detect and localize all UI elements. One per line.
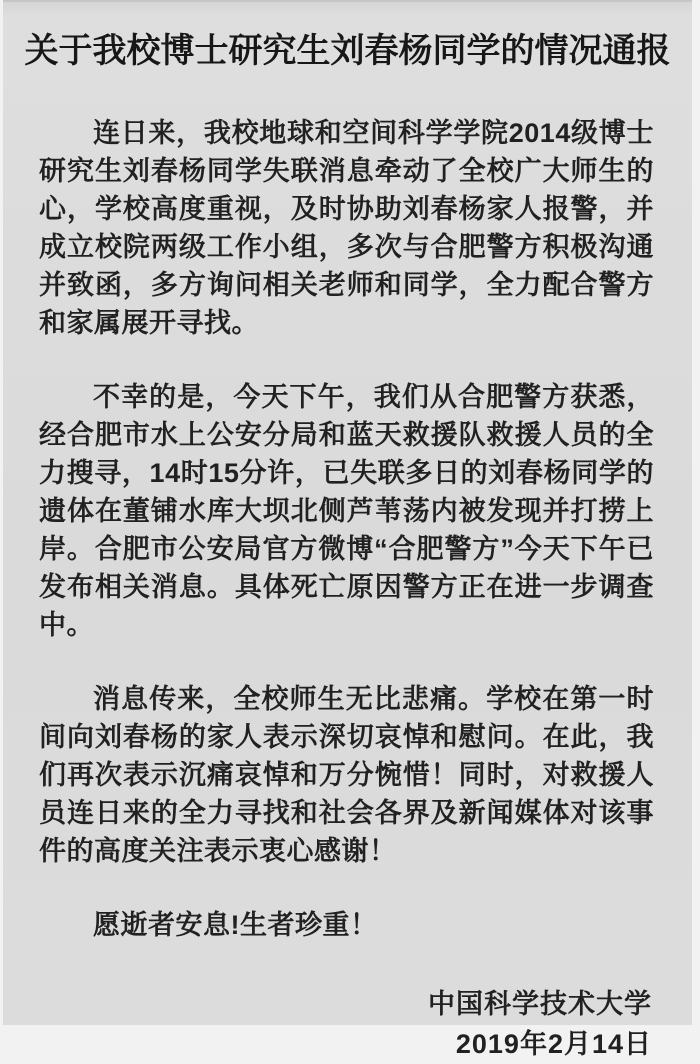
notice-paragraph-2: 不幸的是，今天下午，我们从合肥警方获悉，经合肥市水上公安分局和蓝天救援队救援人员的全力搜寻，14时15分许，已失联多日的刘春杨同学的遗体在董铺水库大坝北侧芦苇荡内被发现并打捞上岸。合肥市公安局官方微博“合肥警方”今天下午已发布相关消息。具体死亡原因警方正在进一步调查中。	[39, 382, 654, 640]
notice-paragraph-1: 连日来，我校地球和空间科学学院2014级博士研究生刘春杨同学失联消息牵动了全校广大师生的心，学校高度重视，及时协助刘春杨家人报警，并成立校院两级工作小组，多次与合肥警方积极沟通并致函，多方询问相关老师和同学，全力配合警方和家属展开寻找。	[39, 118, 654, 338]
notice-document	[3, 0, 692, 1059]
signature-date: 2019年2月14日	[455, 1029, 652, 1059]
notice-paragraph-3: 消息传来，全校师生无比悲痛。学校在第一时间向刘春杨的家人表示深切哀悼和慰问。在此，我们再次表示沉痛哀悼和万分惋惜！同时，对救援人员连日来的全力寻找和社会各界及新闻媒体对该事件的高度关注表示衷心感谢！	[39, 684, 654, 866]
notice-paragraph-4: 愿逝者安息!生者珍重！	[93, 910, 378, 940]
notice-title: 关于我校博士研究生刘春杨同学的情况通报	[24, 32, 671, 70]
signature-block	[3, 984, 652, 1064]
signature-org: 中国科学技术大学	[428, 989, 652, 1019]
